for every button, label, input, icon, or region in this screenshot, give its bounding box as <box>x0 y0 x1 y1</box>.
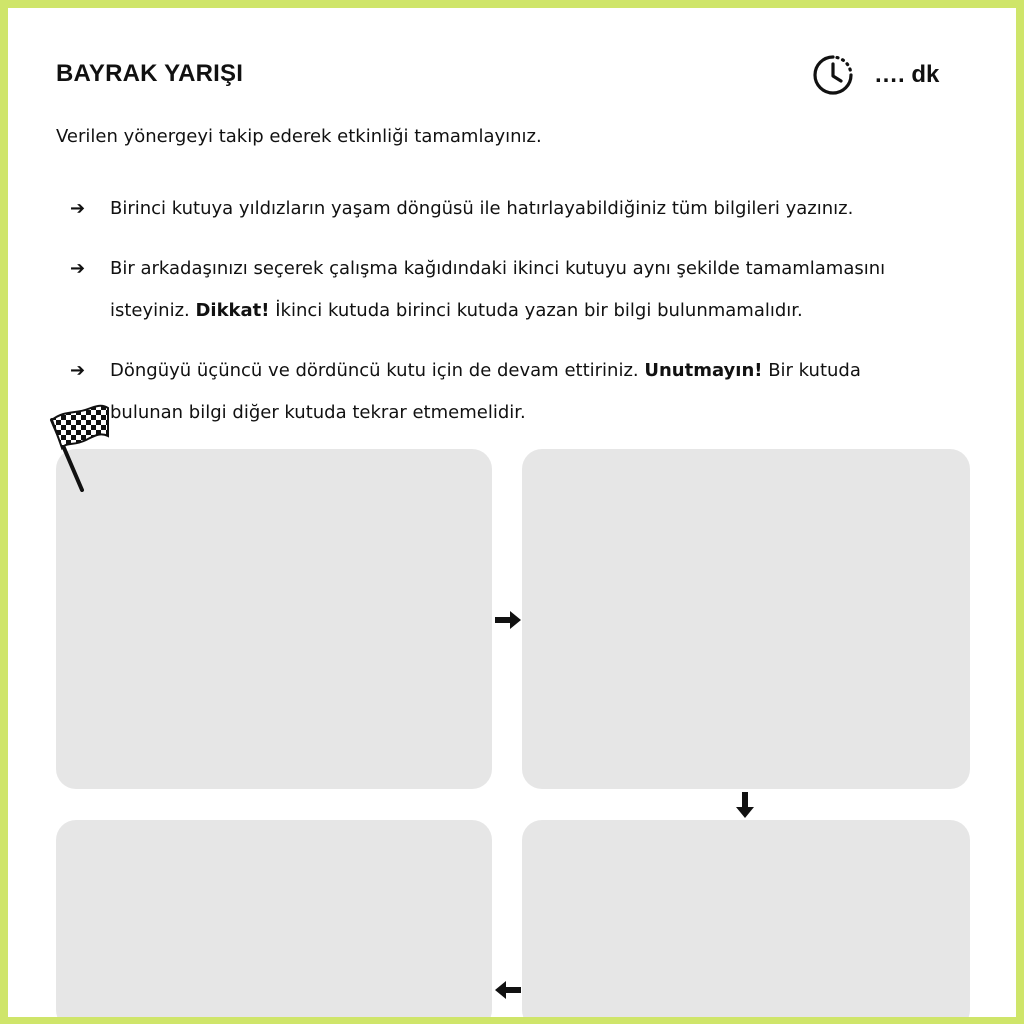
answer-box-4[interactable] <box>522 820 970 1024</box>
instruction-text: Döngüyü üçüncü ve dördüncü kutu için de devam ettiriniz. Unutmayın! Bir kutuda bulunan bilgi diğer kutuda tekrar etmemelidir. <box>110 360 861 423</box>
intro-text: Verilen yönergeyi takip ederek etkinliği tamamlayınız. <box>56 126 542 147</box>
bullet-arrow-icon: ➔ <box>70 198 86 219</box>
arrow-down-icon <box>733 790 757 820</box>
answer-box-1[interactable] <box>56 449 492 789</box>
checkered-flag-icon <box>46 400 116 492</box>
instruction-item <box>70 248 930 332</box>
timer <box>810 52 939 98</box>
instruction-text: Birinci kutuya yıldızların yaşam döngüsü ile hatırlayabildiğiniz tüm bilgileri yazınız. <box>110 198 854 219</box>
instruction-item <box>70 350 930 434</box>
emphasis-text: Dikkat! <box>195 300 270 321</box>
answer-box-3[interactable] <box>56 820 492 1024</box>
clock-timer-icon <box>810 52 856 98</box>
bullet-arrow-icon: ➔ <box>70 258 86 279</box>
answer-box-2[interactable] <box>522 449 970 789</box>
arrow-right-icon <box>493 608 523 632</box>
timer-minutes-label: …. dk <box>874 61 940 88</box>
instruction-text: Bir arkadaşınızı seçerek çalışma kağıdındaki ikinci kutuyu aynı şekilde tamamlamasını isteyiniz. Dikkat! İkinci kutuda birinci kutuda yazan bir bilgi bulunmamalıdır. <box>110 258 886 321</box>
page-title: BAYRAK YARIŞI <box>56 60 244 87</box>
arrow-left-icon <box>493 978 523 1002</box>
emphasis-text: Unutmayın! <box>644 360 763 381</box>
instruction-item <box>70 188 930 230</box>
bullet-arrow-icon: ➔ <box>70 360 86 381</box>
